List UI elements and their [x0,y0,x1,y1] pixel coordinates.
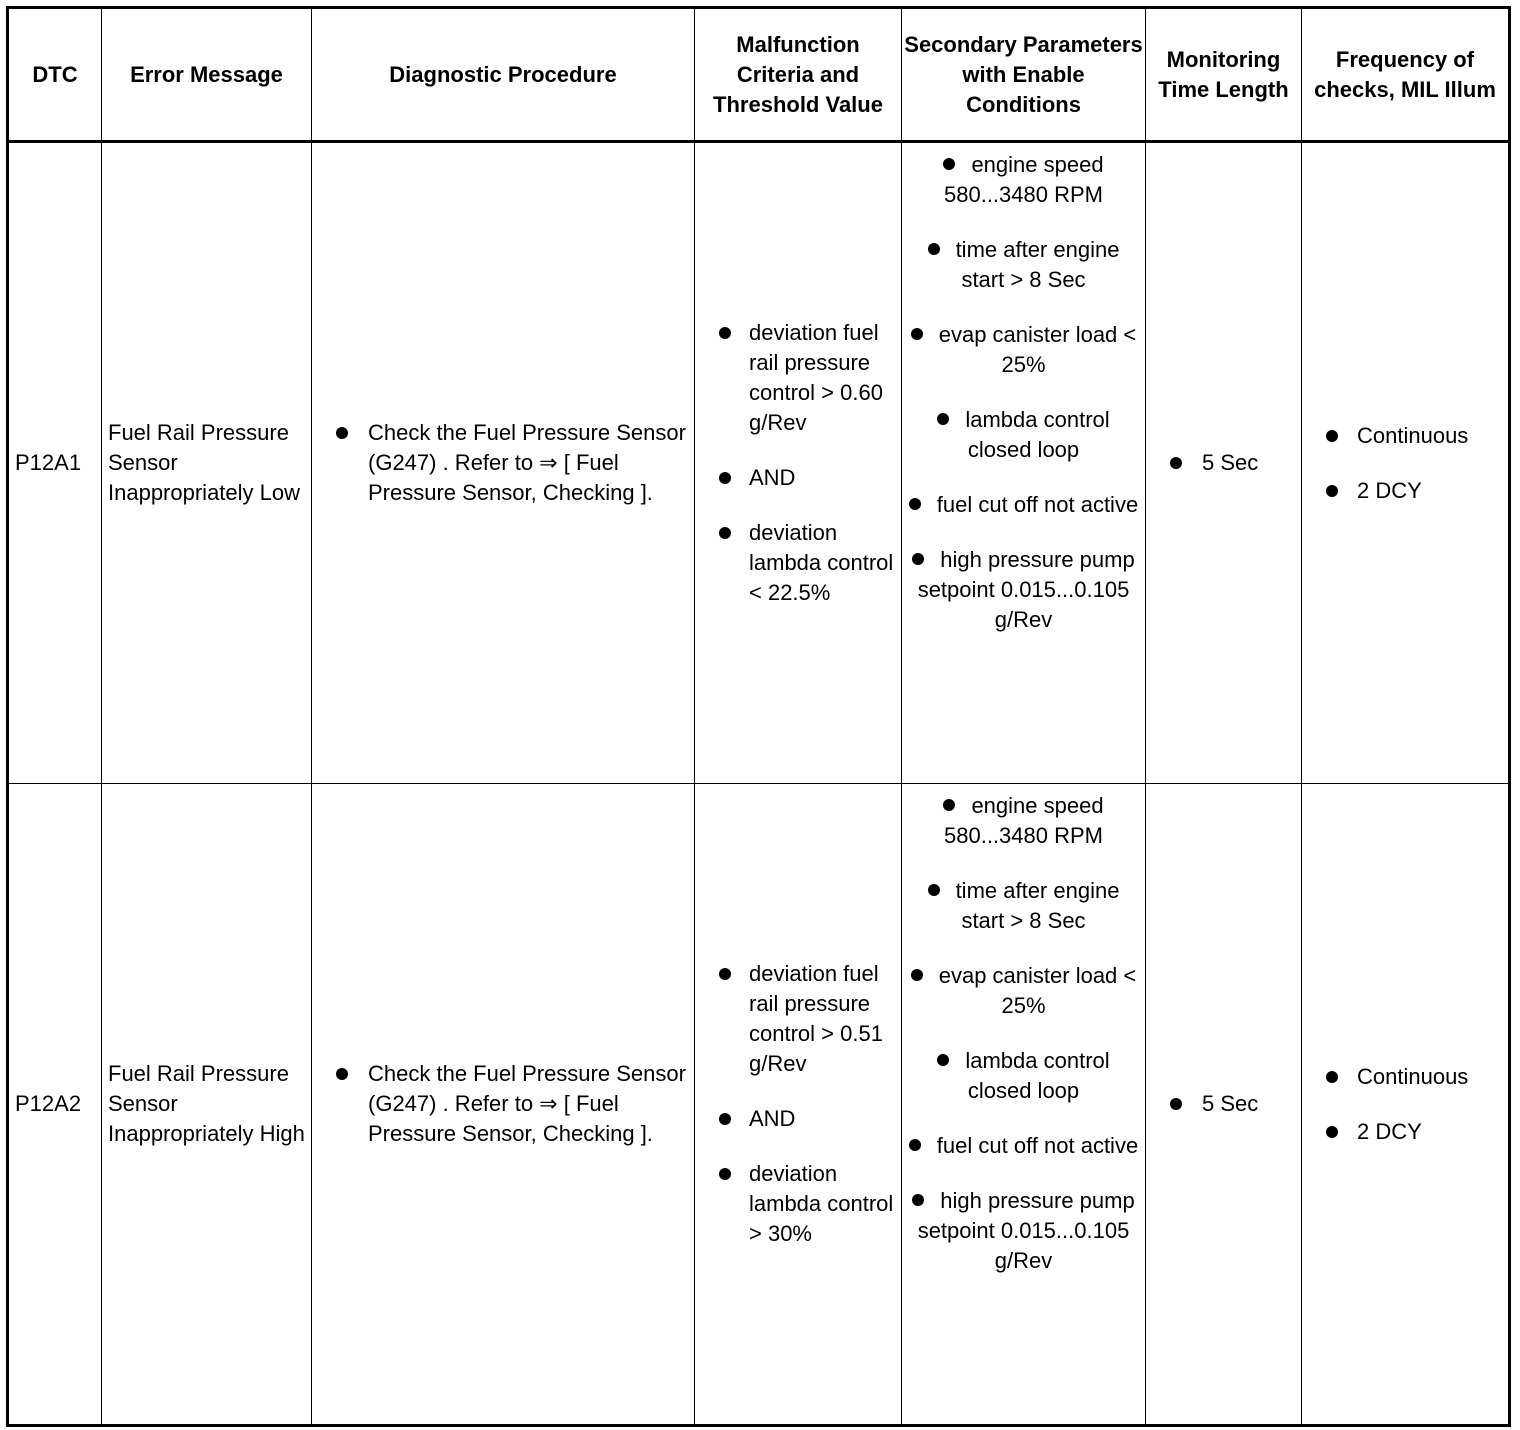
header-diagnostic-procedure: Diagnostic Procedure [312,8,695,142]
bullet-icon [928,243,940,255]
table-row [8,142,1510,784]
frequency-text: Continuous [1357,1063,1469,1089]
malfunction_criteria-list [695,318,901,608]
secondary_parameters-item [902,405,1145,465]
malfunction_criteria-item [749,1159,897,1249]
malfunction_criteria-item [749,518,897,608]
bullet-icon [911,328,923,340]
malfunction_criteria-list [695,959,901,1249]
secondary_parameters-text: fuel cut off not active [936,1133,1139,1158]
malfunction_criteria-text: AND [749,465,796,490]
frequency-cell [1302,784,1510,1426]
diagnostic_procedure-item [368,418,690,508]
secondary_parameters-item [902,1186,1145,1276]
bullet-icon [911,969,923,981]
frequency-cell [1302,142,1510,784]
secondary_parameters-item [902,1046,1145,1106]
malfunction_criteria-text: deviation fuel rail pressure control > 0.51 g/Rev [749,961,883,1076]
bullet-icon [912,1194,924,1206]
frequency-text: 2 DCY [1357,477,1422,503]
monitoring-time-cell [1146,784,1302,1426]
error-message: Fuel Rail Pressure Sensor Inappropriately Low [102,142,312,784]
secondary_parameters-list [902,143,1145,635]
header-frequency: Frequency of checks, MIL Illum [1302,8,1510,142]
dtc-code: P12A1 [8,142,102,784]
malfunction_criteria-item [749,463,897,493]
frequency-text: 2 DCY [1357,1118,1422,1144]
bullet-icon [937,413,949,425]
diagnostic-procedure-cell [312,784,695,1426]
secondary_parameters-item [902,791,1145,851]
secondary_parameters-item [902,961,1145,1021]
bullet-icon [912,553,924,565]
header-dtc: DTC [8,8,102,142]
secondary_parameters-item [902,545,1145,635]
monitoring_time-list [1146,1089,1301,1119]
secondary_parameters-text: time after engine start > 8 Sec [955,237,1120,292]
secondary_parameters-text: high pressure pump setpoint 0.015...0.105 g/Rev [917,1188,1135,1273]
bullet-icon [928,884,940,896]
secondary_parameters-text: lambda control closed loop [965,407,1110,462]
dtc-code: P12A2 [8,784,102,1426]
malfunction-criteria-cell [695,784,902,1426]
diagnostic_procedure-item [368,1059,690,1149]
secondary-parameters-cell [902,142,1146,784]
frequency-list [1302,421,1508,506]
malfunction_criteria-item [749,959,897,1079]
secondary_parameters-item [902,1131,1145,1161]
secondary_parameters-text: engine speed 580...3480 RPM [944,152,1104,207]
frequency-item [1357,1062,1508,1092]
bullet-icon [909,1139,921,1151]
monitoring_time-item [1202,1089,1301,1119]
diagnostic_procedure-list [312,418,694,508]
bullet-icon [909,498,921,510]
diagnostic_procedure-list [312,1059,694,1149]
error-message: Fuel Rail Pressure Sensor Inappropriately High [102,784,312,1426]
table-row [8,784,1510,1426]
secondary-parameters-cell [902,784,1146,1426]
bullet-icon [943,799,955,811]
secondary_parameters-item [902,150,1145,210]
secondary_parameters-text: fuel cut off not active [936,492,1139,517]
frequency-item [1357,1117,1508,1147]
secondary_parameters-text: evap canister load < 25% [938,963,1137,1018]
malfunction_criteria-text: AND [749,1106,796,1131]
bullet-icon [937,1054,949,1066]
header-error-message: Error Message [102,8,312,142]
monitoring_time-item [1202,448,1301,478]
header-monitoring-time: Monitoring Time Length [1146,8,1302,142]
diagnostic_procedure-text: Check the Fuel Pressure Sensor (G247) . Refer to ⇒ [ Fuel Pressure Sensor, Checking ]. [368,1061,686,1146]
secondary_parameters-text: engine speed 580...3480 RPM [944,793,1104,848]
malfunction_criteria-text: deviation fuel rail pressure control > 0.60 g/Rev [749,320,883,435]
malfunction_criteria-text: deviation lambda control > 30% [749,1161,894,1246]
secondary_parameters-item [902,320,1145,380]
monitoring_time-list [1146,448,1301,478]
secondary_parameters-text: high pressure pump setpoint 0.015...0.105 g/Rev [917,547,1135,632]
dtc-table [6,6,1511,1427]
diagnostic_procedure-text: Check the Fuel Pressure Sensor (G247) . Refer to ⇒ [ Fuel Pressure Sensor, Checking ]. [368,420,686,505]
monitoring_time-text: 5 Sec [1202,1091,1259,1116]
monitoring-time-cell [1146,142,1302,784]
secondary_parameters-text: lambda control closed loop [965,1048,1110,1103]
malfunction_criteria-text: deviation lambda control < 22.5% [749,520,894,605]
header-secondary-parameters: Secondary Parameters with Enable Conditions [902,8,1146,142]
header-malfunction-criteria: Malfunction Criteria and Threshold Value [695,8,902,142]
malfunction_criteria-item [749,318,897,438]
frequency-item [1357,421,1508,451]
monitoring_time-text: 5 Sec [1202,450,1259,475]
secondary_parameters-text: evap canister load < 25% [938,322,1137,377]
diagnostic-procedure-cell [312,142,695,784]
secondary_parameters-list [902,784,1145,1276]
secondary_parameters-item [902,490,1145,520]
bullet-icon [943,158,955,170]
frequency-text: Continuous [1357,422,1469,448]
malfunction_criteria-item [749,1104,897,1134]
secondary_parameters-text: time after engine start > 8 Sec [955,878,1120,933]
frequency-list [1302,1062,1508,1147]
malfunction-criteria-cell [695,142,902,784]
secondary_parameters-item [902,876,1145,936]
secondary_parameters-item [902,235,1145,295]
frequency-item [1357,476,1508,506]
header-row [8,8,1510,142]
